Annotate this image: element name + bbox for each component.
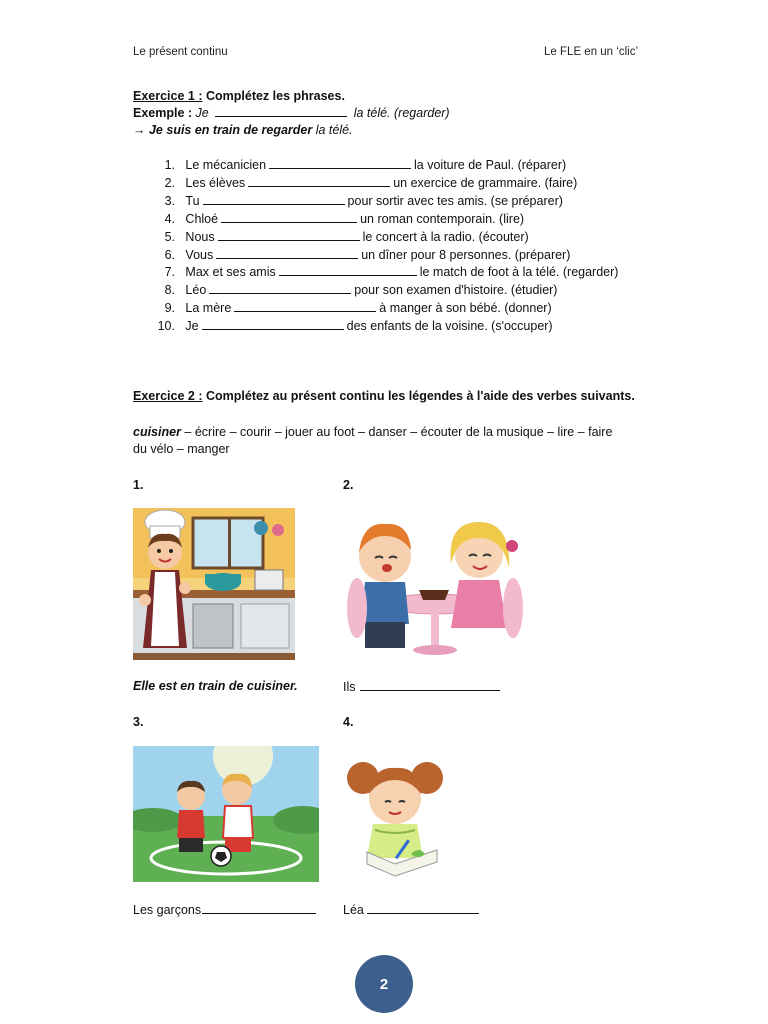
item-end: un dîner pour 8 personnes. (préparer) <box>361 247 571 262</box>
picture-number: 4. <box>343 715 354 729</box>
example-answer-bold: Je suis en train de regarder <box>148 123 313 137</box>
caption-3-text: Les garçons <box>133 903 202 917</box>
list-item <box>133 247 618 265</box>
answer-blank[interactable] <box>202 318 344 330</box>
item-end: à manger à son bébé. (donner) <box>379 301 552 316</box>
item-start: Max et ses amis <box>185 265 276 280</box>
answer-blank[interactable] <box>216 247 358 259</box>
answer-blank[interactable] <box>367 902 479 914</box>
exercise1-list <box>133 157 618 336</box>
picture-number: 2. <box>343 478 354 492</box>
page-number-badge: 2 <box>355 955 413 1013</box>
list-item <box>133 282 618 300</box>
exercise2-label: Exercice 2 : <box>133 389 203 403</box>
exercise1-instruction: Complétez les phrases. <box>205 89 345 103</box>
verb-list-line1: – écrire – courir – jouer au foot – danser – écouter de la musique – lire – faire <box>180 425 613 439</box>
item-start: Tu <box>185 193 200 208</box>
item-start: Les élèves <box>185 175 246 190</box>
item-number: 2. <box>164 175 175 190</box>
list-item <box>133 193 618 211</box>
example-answer-rest: la télé. <box>315 123 353 137</box>
list-item <box>133 157 618 175</box>
example-blank[interactable] <box>215 105 347 117</box>
example-line <box>133 105 450 122</box>
caption-4 <box>343 902 482 917</box>
item-start: Léo <box>185 283 207 298</box>
list-item <box>133 318 618 336</box>
answer-blank[interactable] <box>218 229 360 241</box>
item-start: Je <box>185 319 199 334</box>
verb-list-first: cuisiner <box>133 425 181 439</box>
item-start: Chloé <box>185 211 219 226</box>
item-start: Vous <box>185 247 214 262</box>
football-illustration <box>133 746 319 882</box>
item-end: pour son examen d'histoire. (étudier) <box>354 283 558 298</box>
item-start: La mère <box>185 301 232 316</box>
item-number: 5. <box>164 229 175 244</box>
answer-blank[interactable] <box>203 193 345 205</box>
header-right-title: Le FLE en un ‘clic’ <box>544 46 638 58</box>
girl-writing-illustration <box>345 754 445 882</box>
item-end: pour sortir avec tes amis. (se préparer) <box>347 193 563 208</box>
example-start: Je <box>195 106 209 120</box>
caption-2 <box>343 679 503 694</box>
exercise2-instruction: Complétez au présent continu les légendes à l'aide des verbes suivants. <box>205 389 635 403</box>
item-start: Le mécanicien <box>185 158 267 172</box>
example-label: Exemple : <box>133 106 193 120</box>
item-number: 10. <box>157 319 175 334</box>
item-number: 3. <box>164 193 175 208</box>
item-number: 4. <box>164 211 175 226</box>
exercise2-heading <box>133 388 635 405</box>
item-number: 1. <box>164 158 175 172</box>
example-end: la télé. (regarder) <box>353 106 450 120</box>
list-item <box>133 300 618 318</box>
caption-2-text: Ils <box>343 680 356 694</box>
verb-list <box>133 424 643 441</box>
item-number: 7. <box>164 265 175 280</box>
arrow-icon: → <box>133 123 146 137</box>
item-end: un exercice de grammaire. (faire) <box>393 175 578 190</box>
answer-blank[interactable] <box>248 175 390 187</box>
list-item <box>133 211 618 229</box>
list-item <box>133 175 618 193</box>
caption-3 <box>133 902 319 917</box>
picture-number: 1. <box>133 478 144 492</box>
list-item <box>133 229 618 247</box>
list-item <box>133 264 618 282</box>
caption-4-text: Léa <box>343 903 364 917</box>
caption-1: Elle est en train de cuisiner. <box>133 679 298 693</box>
kids-eating-illustration <box>339 508 525 660</box>
answer-blank[interactable] <box>209 282 351 294</box>
item-number: 8. <box>164 283 175 298</box>
item-start: Nous <box>185 229 215 244</box>
verb-list-line2: du vélo – manger <box>133 442 230 456</box>
answer-blank[interactable] <box>234 300 376 312</box>
answer-blank[interactable] <box>269 157 411 169</box>
item-end: des enfants de la voisine. (s'occuper) <box>346 319 553 334</box>
cooking-illustration <box>133 508 295 660</box>
example-answer <box>133 122 353 139</box>
exercise1-heading <box>133 88 345 105</box>
answer-blank[interactable] <box>360 679 500 691</box>
item-end: un roman contemporain. (lire) <box>360 211 525 226</box>
item-end: le match de foot à la télé. (regarder) <box>419 265 619 280</box>
answer-blank[interactable] <box>221 211 357 223</box>
exercise1-label: Exercice 1 : <box>133 89 203 103</box>
answer-blank[interactable] <box>202 902 316 914</box>
item-end: le concert à la radio. (écouter) <box>362 229 529 244</box>
picture-number: 3. <box>133 715 144 729</box>
item-number: 6. <box>164 247 175 262</box>
item-number: 9. <box>164 301 175 316</box>
header-left-title: Le présent continu <box>133 46 228 58</box>
answer-blank[interactable] <box>279 264 417 276</box>
item-end: la voiture de Paul. (réparer) <box>414 158 567 172</box>
